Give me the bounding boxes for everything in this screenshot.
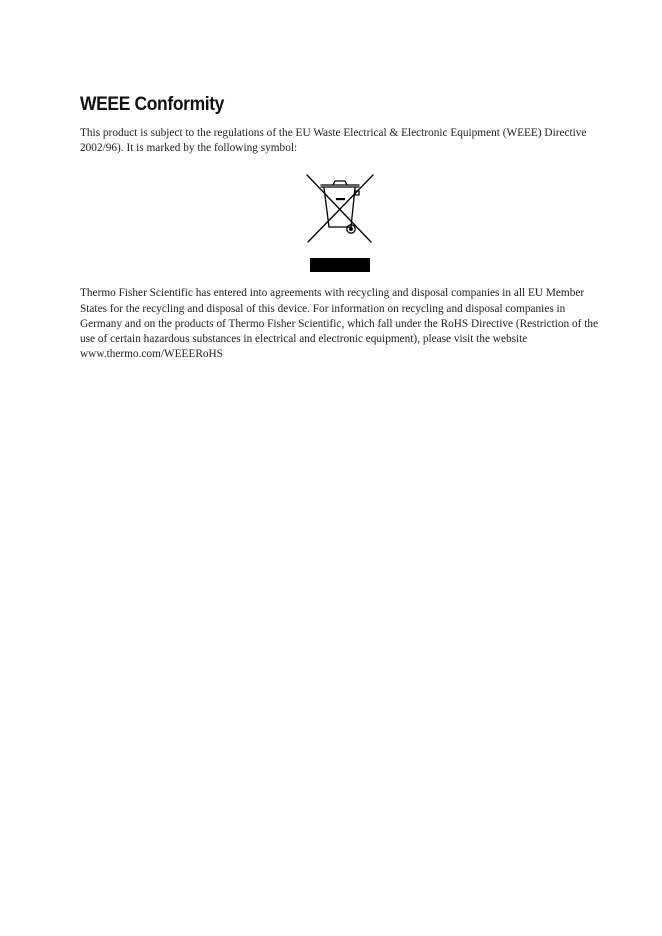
weee-symbol [80, 170, 602, 274]
recycling-info-paragraph: Thermo Fisher Scientific has entered into agreements with recycling and disposal companies in all EU Member States for the recycling and disposal of this device. For information on recycling and disposal companies in Germany and on the products of Thermo Fisher Scientific, which fall under the RoHS Directive (Restriction of the use of certain hazardous substances in electrical and electronic equipment), please visit the website www.thermo.com/WEEERoHS [80, 287, 599, 361]
page-content [80, 92, 602, 362]
page-title: WEEE Conformity [80, 94, 225, 115]
intro-paragraph: This product is subject to the regulations of the EU Waste Electrical & Electronic Equipment (WEEE) Directive 2002/96). It is marked by the following symbol: [80, 127, 587, 155]
crossed-out-wheelie-bin-icon [305, 170, 377, 274]
